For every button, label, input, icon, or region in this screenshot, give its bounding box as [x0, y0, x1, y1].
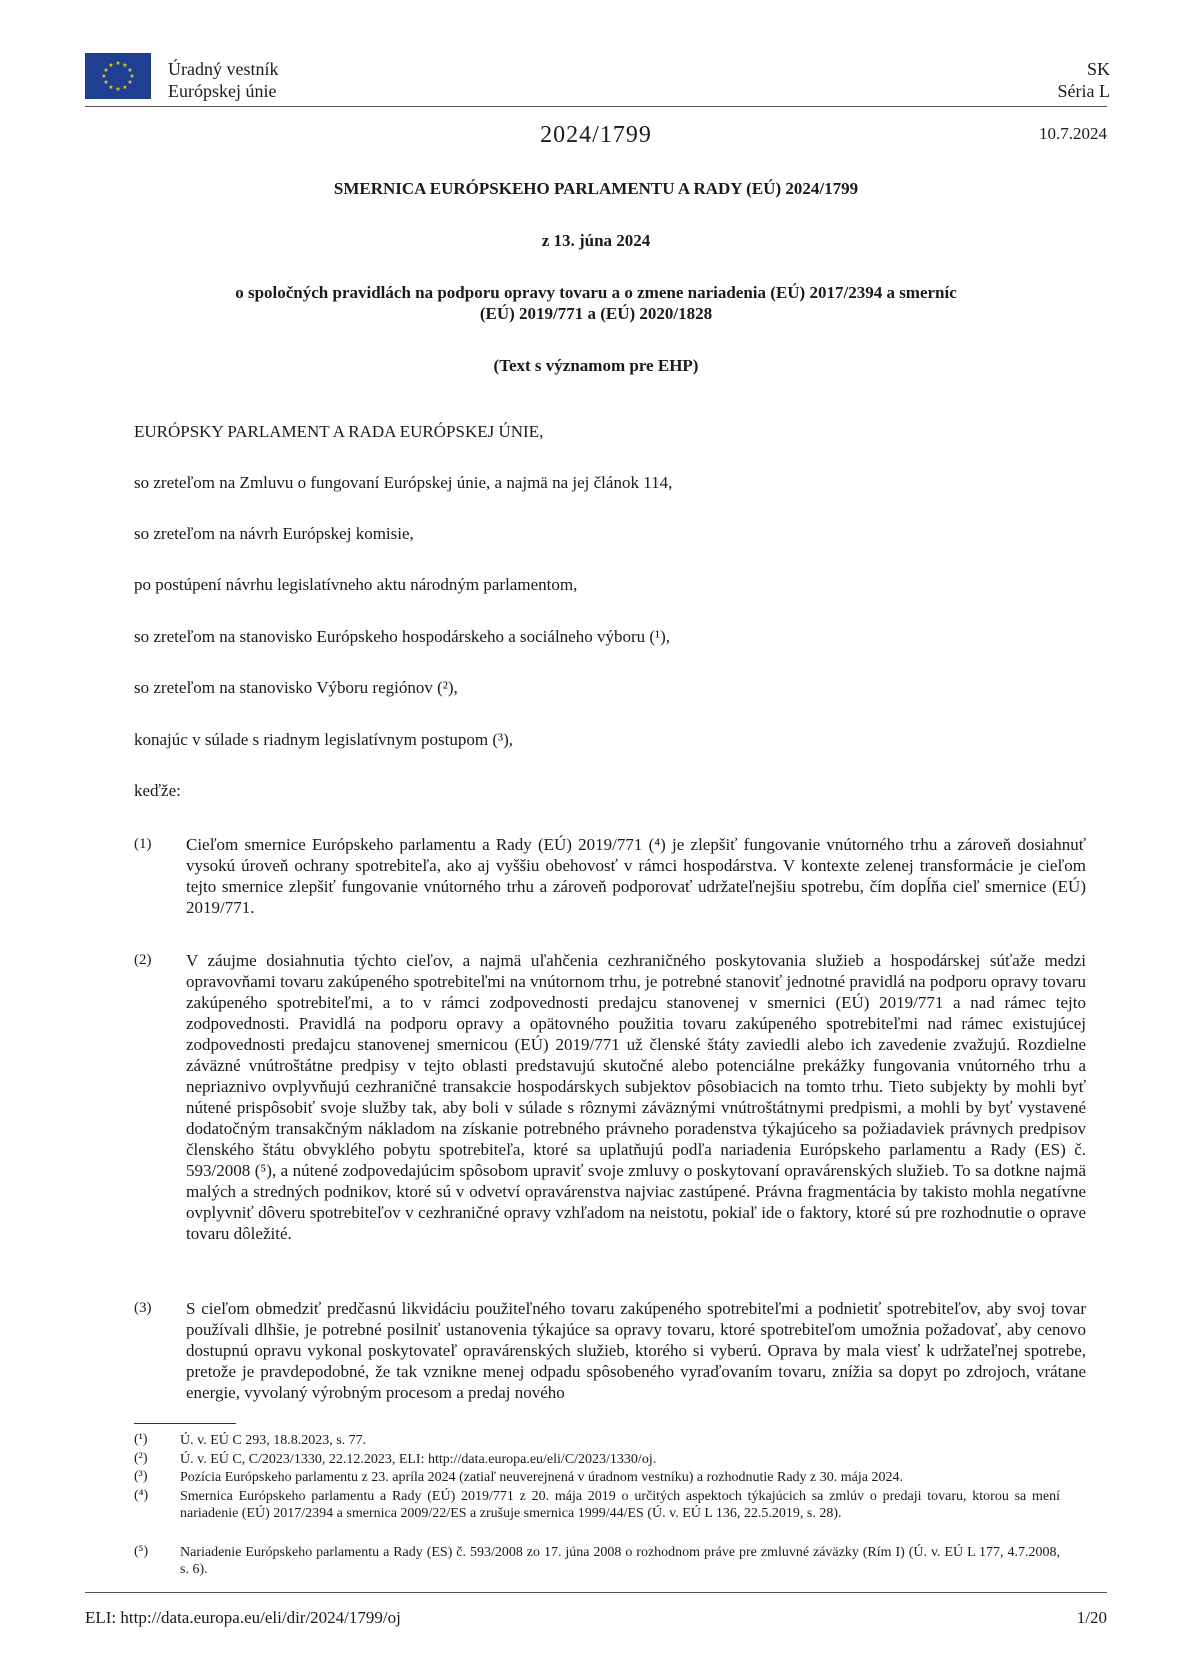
preamble-line: po postúpení návrhu legislatívneho aktu národným parlamentom,	[134, 575, 578, 594]
recital-text: Cieľom smernice Európskeho parlamentu a Rady (EÚ) 2019/771 (⁴) je zlepšiť fungovanie vnútorného trhu a zároveň dosiahnuť vysokú úroveň ochrany spotrebiteľa, ako aj vyššiu obehovosť v rámci hospodárstva. V kontexte zelenej transformácie je cieľom tejto smernice zlepšiť fungovanie vnútorného trhu a zároveň podporovať udržateľnejšiu spotrebu, čím dopĺňa cieľ smernice (EÚ) 2019/771.	[186, 835, 1086, 917]
preamble-line: so zreteľom na stanovisko Európskeho hospodárskeho a sociálneho výboru (¹),	[134, 627, 671, 646]
footnote-number: (⁵)	[134, 1544, 149, 1559]
preamble-line: keďže:	[134, 781, 181, 800]
recital-number: (1)	[134, 836, 152, 852]
footnote-text: Ú. v. EÚ C 293, 18.8.2023, s. 77.	[180, 1433, 367, 1448]
preamble-line: EURÓPSKY PARLAMENT A RADA EURÓPSKEJ ÚNIE,	[134, 422, 544, 441]
preamble-line: so zreteľom na stanovisko Výboru regiónov (²),	[134, 678, 458, 697]
footnote-divider	[134, 1423, 236, 1424]
footnote-text: Smernica Európskeho parlamentu a Rady (EÚ) 2019/771 z 20. mája 2019 o určitých aspektoch týkajúcich sa zmlúv o predaji tovaru, ktorou sa mení nariadenie (EÚ) 2017/2394 a smernica 2009/22/ES a zrušuje smernica 1999/44/ES (Ú. v. EÚ L 136, 22.5.2019, s. 28).	[180, 1489, 1060, 1521]
footer-divider	[85, 1592, 1107, 1593]
svg-text:★: ★	[108, 62, 114, 69]
footnote-number: (²)	[134, 1451, 148, 1466]
footnote-text: Ú. v. EÚ C, C/2023/1330, 22.12.2023, ELI: http://data.europa.eu/eli/C/2023/1330/oj.	[180, 1452, 657, 1467]
document-dated: z 13. júna 2024	[541, 231, 651, 250]
eu-flag-graphic	[85, 53, 151, 99]
preamble-line: so zreteľom na návrh Európskej komisie,	[134, 524, 414, 543]
eu-flag-icon	[85, 53, 151, 99]
subject-line1: o spoločných pravidlách na podporu opravy tovaru a o zmene nariadenia (EÚ) 2017/2394 a smerníc	[235, 283, 957, 302]
recital-number: (3)	[134, 1300, 152, 1316]
journal-title-line2: Európskej únie	[168, 81, 277, 101]
journal-series	[1058, 58, 1110, 102]
svg-text:★: ★	[115, 60, 121, 67]
preamble-line: so zreteľom na Zmluvu o fungovaní Európskej únie, a najmä na jej článok 114,	[134, 473, 673, 492]
journal-title	[168, 58, 278, 102]
document-subject	[150, 282, 1042, 324]
publication-date: 10.7.2024	[1039, 124, 1107, 143]
footnote-number: (³)	[134, 1469, 148, 1484]
subject-line2: (EÚ) 2019/771 a (EÚ) 2020/1828	[479, 304, 713, 323]
eea-relevance: (Text s významom pre EHP)	[493, 356, 699, 375]
eli-link[interactable]: ELI: http://data.europa.eu/eli/dir/2024/1799/oj	[85, 1608, 401, 1627]
header-divider	[85, 106, 1107, 107]
document-title: SMERNICA EURÓPSKEHO PARLAMENTU A RADY (EÚ) 2024/1799	[333, 179, 859, 198]
recital-number: (2)	[134, 952, 152, 968]
recital-text: V záujme dosiahnutia týchto cieľov, a najmä uľahčenia cezhraničného poskytovania služieb a hospodárskej súťaže medzi opravovňami tovaru zakúpeného spotrebiteľmi na vnútornom trhu, je potrebné stanoviť jednotné pravidlá na podporu opravy tovaru zakúpeného spotrebiteľmi, a to v rámci zodpovednosti predajcu stanovenej v smernici (EÚ) 2019/771 a nad rámec tejto zodpovednosti. Pravidlá na podporu opravy a opätovného použitia tovaru zakúpeného spotrebiteľmi nad rámec existujúcej zodpovednosti predajcu stanovenej smernicou (EÚ) 2019/771 už členské štáty zaviedli alebo ich zavedenie zvažujú. Rozdielne záväzné vnútroštátne predpisy v tejto oblasti predstavujú skutočné alebo potenciálne prekážky fungovania vnútorného trhu a nepriaznivo ovplyvňujú cezhraničné transakcie hospodárskych subjektov pôsobiacich na tomto trhu. Tieto subjekty by mohli byť nútené prispôsobiť svoje služby tak, aby boli v súlade s rôznymi záväznými vnútroštátnymi predpismi, a mohli by byť vystavené dodatočným transakčným nákladom na získanie potrebného právneho poradenstva týkajúceho sa požiadaviek právnych predpisov členského štátu obvyklého pobytu spotrebiteľa, ktoré sa uplatňujú podľa nariadenia Európskeho parlamentu a Rady (ES) č. 593/2008 (⁵), a nútené zodpovedajúcim spôsobom upraviť svoje zmluvy o poskytovaní opravárenských služieb. To sa dotkne najmä malých a stredných podnikov, ktoré sú v odvetví opravárenstva najviac zastúpené. Právna fragmentácia by takisto mohla negatívne ovplyvniť dôveru spotrebiteľov v cezhraničné opravy vzhľadom na neistotu, pokiaľ ide o faktory, ktoré sú pre rozhodnutie o oprave tovaru dôležité.	[186, 951, 1086, 1243]
svg-text:★: ★	[127, 79, 133, 86]
footnote-number: (⁴)	[134, 1488, 149, 1503]
svg-text:★: ★	[101, 73, 107, 80]
document-number: 2024/1799	[540, 122, 652, 148]
preamble-line: konajúc v súlade s riadnym legislatívnym postupom (³),	[134, 730, 514, 749]
footnote-text: Nariadenie Európskeho parlamentu a Rady (ES) č. 593/2008 zo 17. júna 2008 o rozhodnom práve pre zmluvné záväzky (Rím I) (Ú. v. EÚ L 177, 4.7.2008, s. 6).	[180, 1545, 1060, 1577]
svg-text:★: ★	[122, 62, 128, 69]
journal-title-line1: Úradný vestník	[168, 59, 279, 79]
svg-text:★: ★	[103, 67, 109, 74]
svg-text:★: ★	[122, 84, 128, 91]
footnote-number: (¹)	[134, 1432, 148, 1447]
footnote-text: Pozícia Európskeho parlamentu z 23. apríla 2024 (zatiaľ neuverejnená v úradnom vestníku) a rozhodnutie Rady z 30. mája 2024.	[180, 1470, 903, 1485]
page-number: 1/20	[1076, 1608, 1107, 1627]
svg-text:★: ★	[103, 79, 109, 86]
series-label: Séria L	[1057, 81, 1110, 101]
svg-text:★: ★	[108, 84, 114, 91]
language-code: SK	[1086, 59, 1110, 79]
svg-text:★: ★	[129, 73, 135, 80]
svg-text:★: ★	[115, 86, 121, 93]
svg-text:★: ★	[127, 67, 133, 74]
recital-text: S cieľom obmedziť predčasnú likvidáciu použiteľného tovaru zakúpeného spotrebiteľmi a podnietiť spotrebiteľov, aby svoj tovar používali dlhšie, je potrebné posilniť ustanovenia týkajúce sa opravy tovaru, ktoré spotrebiteľom umožnia požadovať, aby cenovo dostupnú opravu vykonal poskytovateľ opravárenských služieb, ktorého si vyberú. Oprava by mala viesť k udržateľnej spotrebe, pretože je pravdepodobné, že tak vznikne menej odpadu spôsobeného vyraďovaním tovaru, znížia sa dopyt po zdrojoch, vrátane energie, vyvolaný výrobným procesom a predaj nového	[186, 1299, 1086, 1402]
